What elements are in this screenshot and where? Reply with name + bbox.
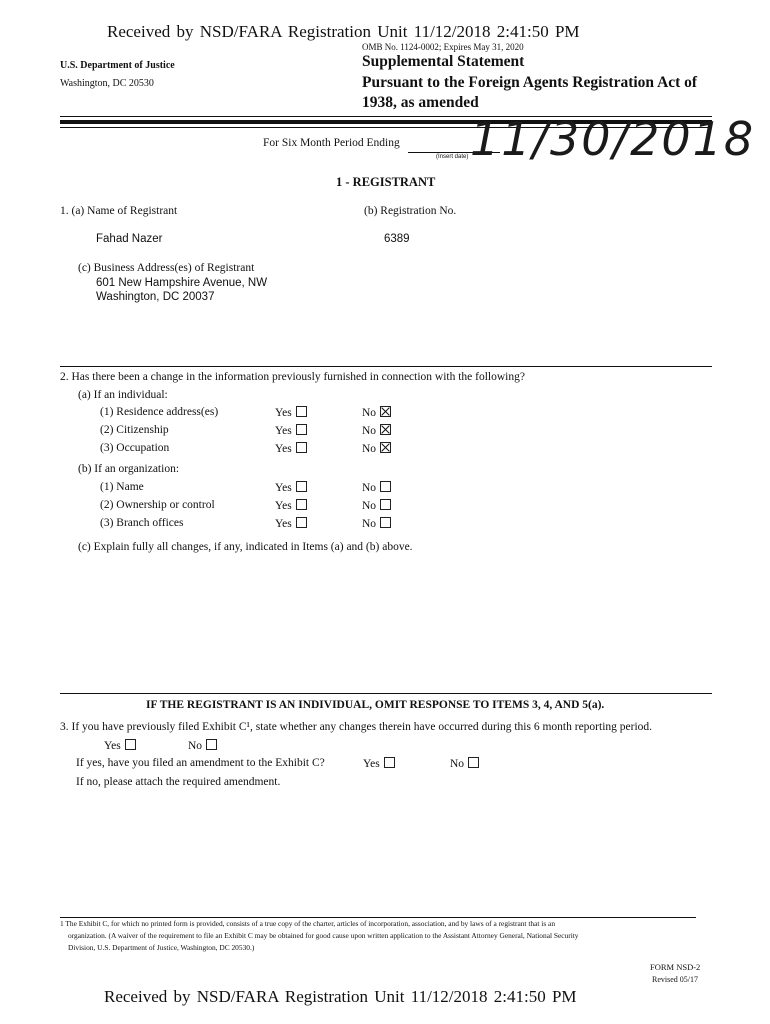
amendment-question: If yes, have you filed an amendment to the Exhibit C? — [76, 757, 325, 769]
form-subtitle-line1: Pursuant to the Foreign Agents Registration Act of — [362, 74, 698, 91]
received-stamp-bottom: Received by NSD/FARA Registration Unit 11/12/2018 2:41:50 PM — [104, 987, 577, 1006]
section3-question: 3. If you have previously filed Exhibit C¹, state whether any changes therein have occurred during this 6 month reporting period. — [60, 721, 653, 733]
branch-offices-yes[interactable]: Yes — [275, 517, 307, 530]
citizenship-yes[interactable]: Yes — [275, 424, 307, 437]
registration-no-label: (b) Registration No. — [364, 205, 457, 217]
footnote-line2: organization. (A waiver of the requirement to file an Exhibit C may be obtained for good cause upon written application to the Assistant Attorney General, National Security — [68, 931, 579, 940]
section2-question: 2. Has there been a change in the information previously furnished in connection with the following? — [60, 371, 525, 383]
org-name-yes-checkbox[interactable] — [296, 481, 307, 492]
period-label: For Six Month Period Ending — [263, 137, 400, 149]
business-address-line2: Washington, DC 20037 — [96, 291, 215, 303]
registrant-name-value: Fahad Nazer — [96, 233, 163, 245]
omb-number: OMB No. 1124-0002; Expires May 31, 2020 — [362, 42, 524, 52]
form-title: Supplemental Statement — [362, 53, 525, 70]
footnote-line3: Division, U.S. Department of Justice, Washington, DC 20530.) — [68, 943, 255, 952]
residence-yes-checkbox[interactable] — [296, 406, 307, 417]
ownership-yes-checkbox[interactable] — [296, 499, 307, 510]
exhibit-c-yes-checkbox[interactable] — [125, 739, 136, 750]
handwritten-period-date: 11/30/2018 — [470, 112, 756, 166]
residence-yes[interactable]: Yes — [275, 406, 307, 419]
registration-no-value: 6389 — [384, 233, 410, 245]
citizenship-yes-checkbox[interactable] — [296, 424, 307, 435]
form-revised: Revised 05/17 — [652, 975, 698, 984]
attach-amendment-note: If no, please attach the required amendment. — [76, 776, 281, 788]
org-name-label: (1) Name — [100, 481, 144, 493]
occupation-label: (3) Occupation — [100, 442, 170, 454]
residence-no[interactable]: No — [362, 406, 391, 419]
org-name-yes[interactable]: Yes — [275, 481, 307, 494]
business-address-label: (c) Business Address(es) of Registrant — [78, 262, 255, 274]
residence-no-checkbox[interactable] — [380, 406, 391, 417]
section2-rule — [60, 366, 712, 367]
ownership-no-checkbox[interactable] — [380, 499, 391, 510]
department-name: U.S. Department of Justice — [60, 60, 175, 71]
branch-offices-no-checkbox[interactable] — [380, 517, 391, 528]
occupation-yes[interactable]: Yes — [275, 442, 307, 455]
occupation-no[interactable]: No — [362, 442, 391, 455]
received-stamp-top: Received by NSD/FARA Registration Unit 11/12/2018 2:41:50 PM — [107, 22, 580, 41]
exhibit-c-yes[interactable]: Yes — [104, 739, 136, 752]
exhibit-c-no-checkbox[interactable] — [206, 739, 217, 750]
omit-heading: IF THE REGISTRANT IS AN INDIVIDUAL, OMIT RESPONSE TO ITEMS 3, 4, AND 5(a). — [146, 699, 605, 711]
org-name-no-checkbox[interactable] — [380, 481, 391, 492]
form-number: FORM NSD-2 — [650, 962, 701, 972]
ownership-label: (2) Ownership or control — [100, 499, 215, 511]
branch-offices-label: (3) Branch offices — [100, 517, 184, 529]
ownership-no[interactable]: No — [362, 499, 391, 512]
branch-offices-yes-checkbox[interactable] — [296, 517, 307, 528]
amendment-no-checkbox[interactable] — [468, 757, 479, 768]
amendment-yes[interactable]: Yes — [363, 757, 395, 770]
residence-label: (1) Residence address(es) — [100, 406, 219, 418]
amendment-yes-checkbox[interactable] — [384, 757, 395, 768]
section2-a-label: (a) If an individual: — [78, 389, 168, 401]
section1-heading: 1 - REGISTRANT — [336, 175, 436, 189]
citizenship-label: (2) Citizenship — [100, 424, 169, 436]
form-subtitle-line2: 1938, as amended — [362, 94, 479, 111]
footnote-rule — [60, 917, 696, 918]
occupation-yes-checkbox[interactable] — [296, 442, 307, 453]
org-name-no[interactable]: No — [362, 481, 391, 494]
citizenship-no-checkbox[interactable] — [380, 424, 391, 435]
registrant-name-label: 1. (a) Name of Registrant — [60, 205, 178, 217]
exhibit-c-no[interactable]: No — [188, 739, 217, 752]
occupation-no-checkbox[interactable] — [380, 442, 391, 453]
citizenship-no[interactable]: No — [362, 424, 391, 437]
period-insert-hint: (Insert date) — [436, 154, 469, 160]
section2-b-label: (b) If an organization: — [78, 463, 180, 475]
ownership-yes[interactable]: Yes — [275, 499, 307, 512]
amendment-no[interactable]: No — [450, 757, 479, 770]
footnote-line1: 1 The Exhibit C, for which no printed form is provided, consists of a true copy of the charter, articles of incorporation, association, and by laws of a registrant that is an — [60, 919, 556, 928]
section3-rule — [60, 693, 712, 694]
business-address-line1: 601 New Hampshire Avenue, NW — [96, 277, 268, 289]
branch-offices-no[interactable]: No — [362, 517, 391, 530]
section2-c-label: (c) Explain fully all changes, if any, indicated in Items (a) and (b) above. — [78, 541, 413, 553]
department-city: Washington, DC 20530 — [60, 78, 154, 89]
